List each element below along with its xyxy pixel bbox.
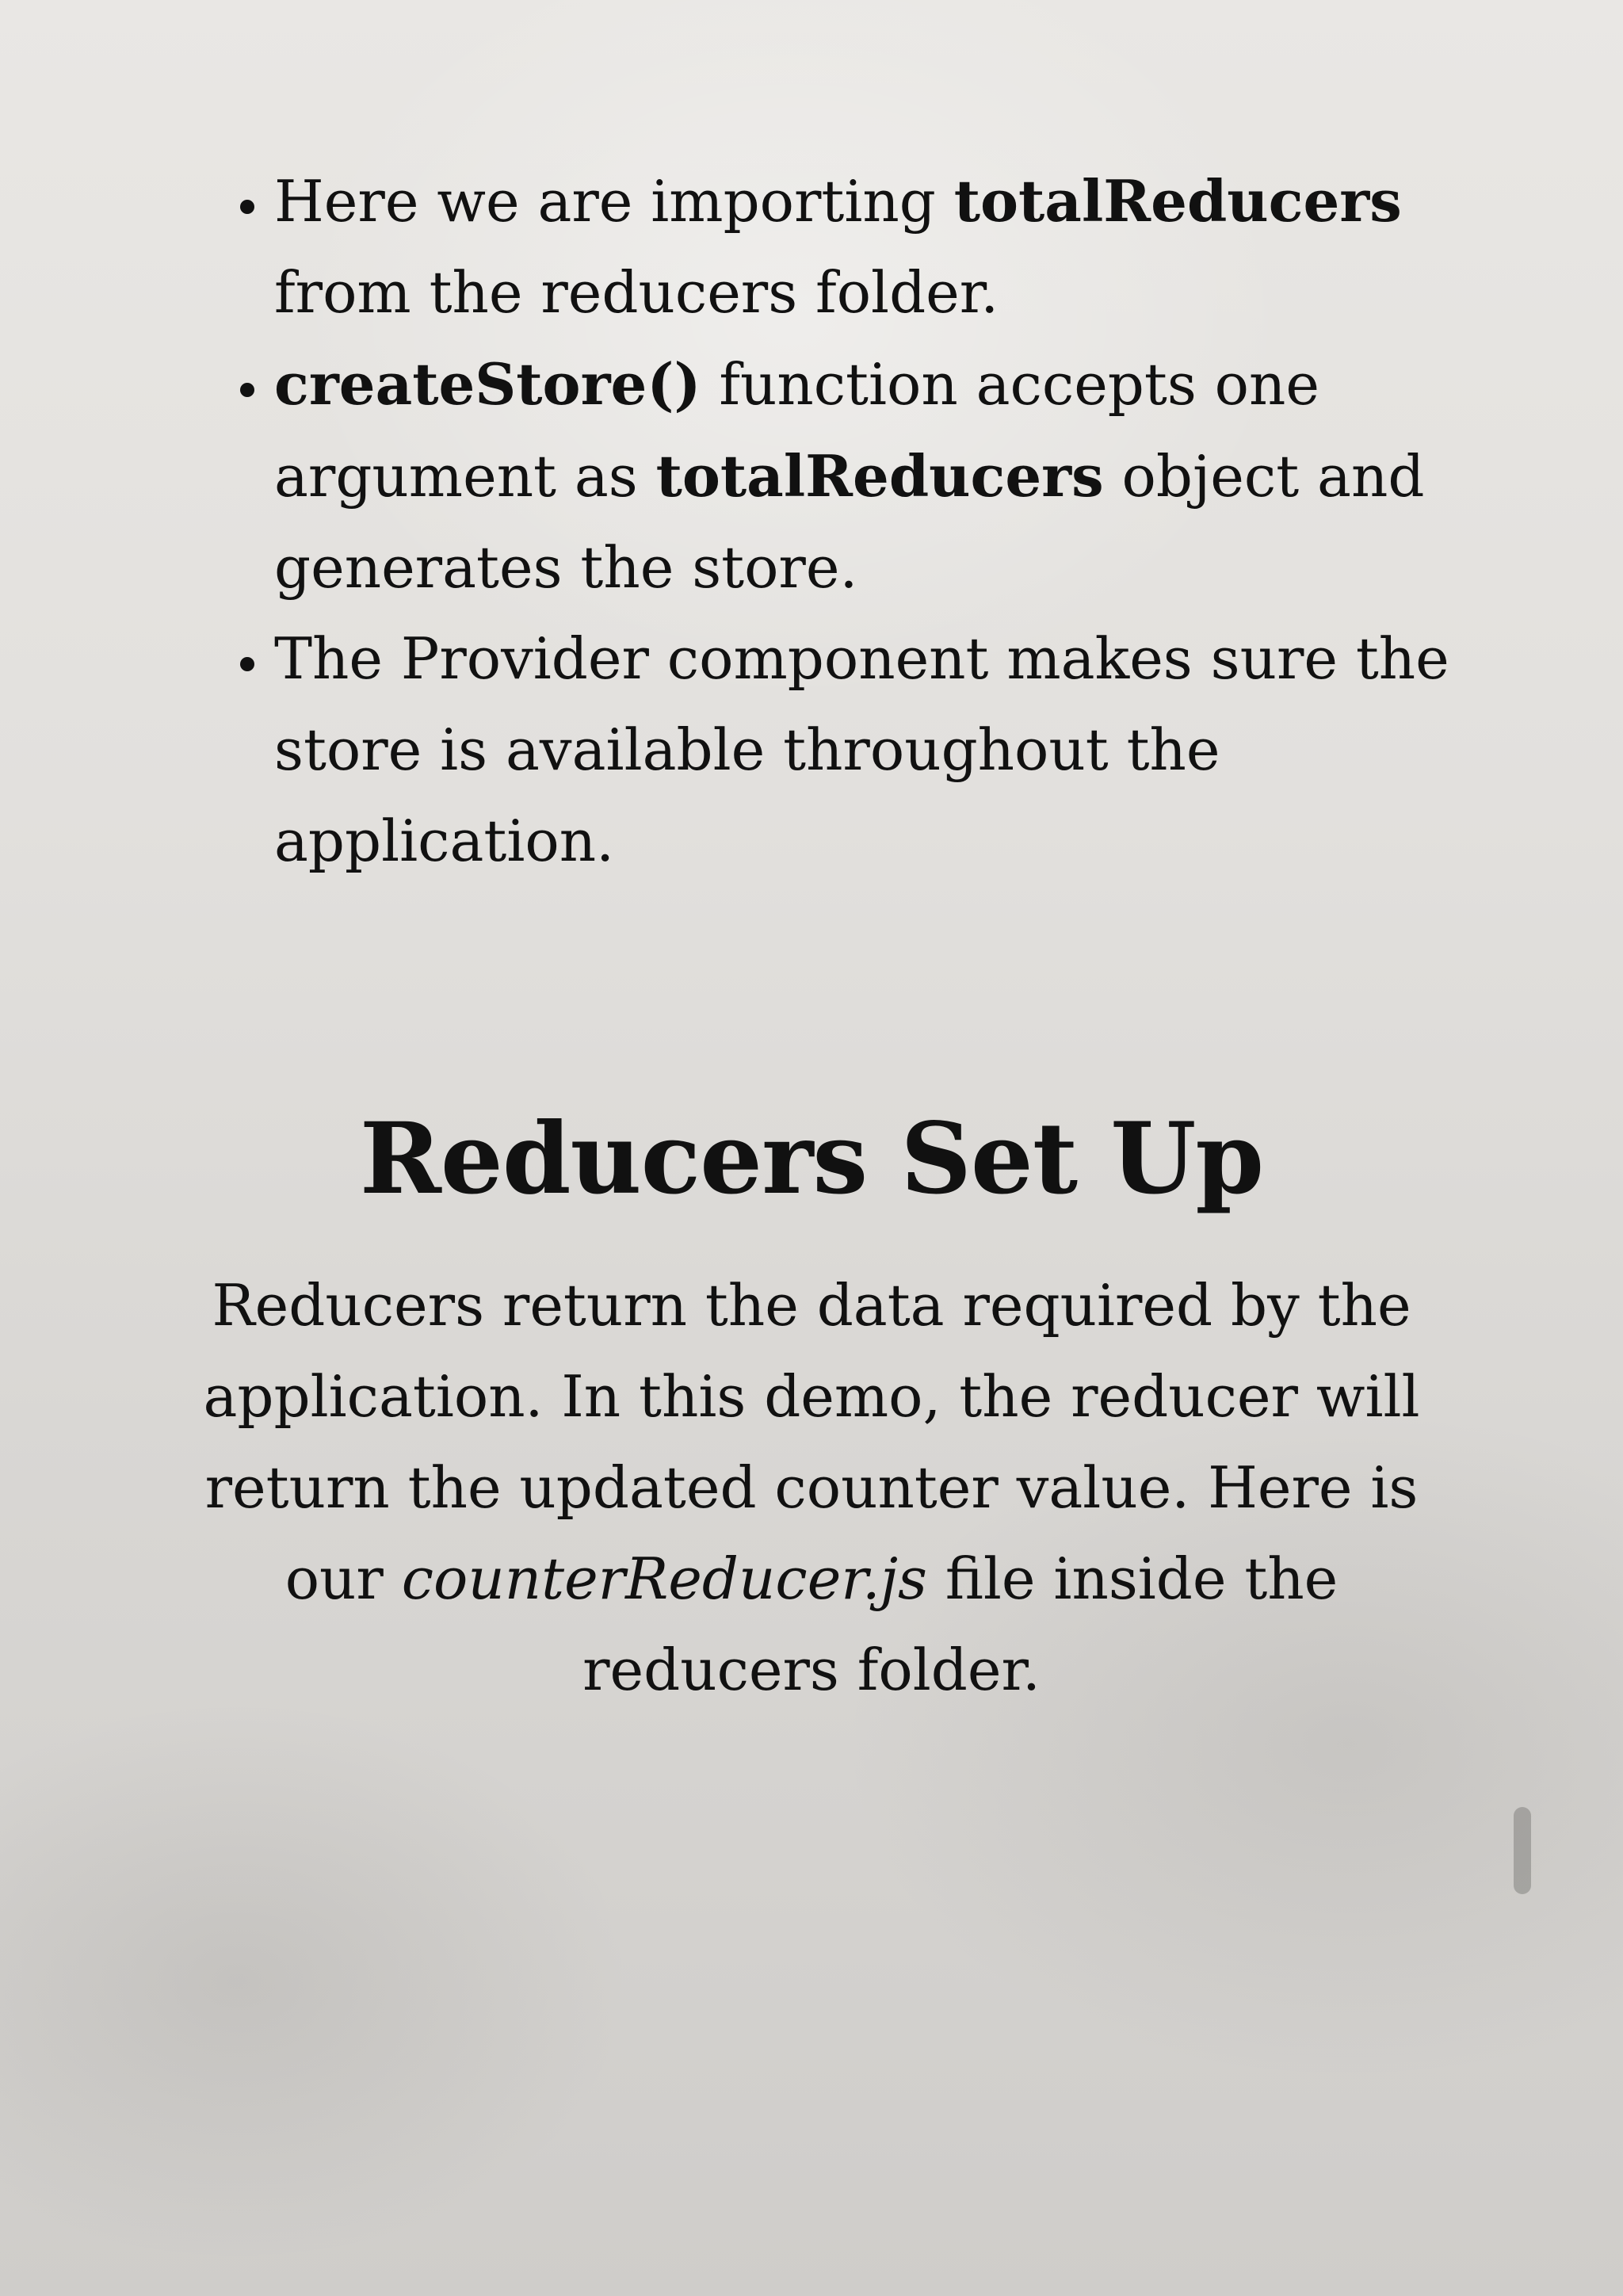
- bullet-list: [222, 155, 1510, 887]
- bullet-text: function accepts one argument as: [274, 351, 1319, 510]
- bold-code-term: totalReducers: [953, 167, 1402, 235]
- background-texture-mark: [1514, 1807, 1531, 1894]
- filename-term: counterReducer.js: [401, 1545, 927, 1612]
- bullet-text: The Provider component makes sure the store is available throughout the application.: [274, 625, 1449, 874]
- bullet-item-provider: [274, 613, 1510, 887]
- paragraph-text: file inside the reducers folder.: [582, 1545, 1338, 1703]
- bullet-item-create-store: [274, 338, 1510, 613]
- bold-code-term: createStore(): [274, 350, 701, 418]
- bold-code-term: totalReducers: [655, 442, 1104, 510]
- bullet-text: Here we are importing: [274, 168, 954, 235]
- paragraph-text: Reducers return the data required by the application. In this demo, the reducer will return the updated counter value. Here is our: [203, 1272, 1420, 1612]
- bullet-text: from the reducers folder.: [274, 259, 999, 326]
- bullet-item-import: [274, 155, 1510, 338]
- section-heading: Reducers Set Up: [359, 1102, 1264, 1217]
- section-paragraph: [174, 1260, 1449, 1716]
- bullet-text: object and generates the store.: [274, 443, 1425, 601]
